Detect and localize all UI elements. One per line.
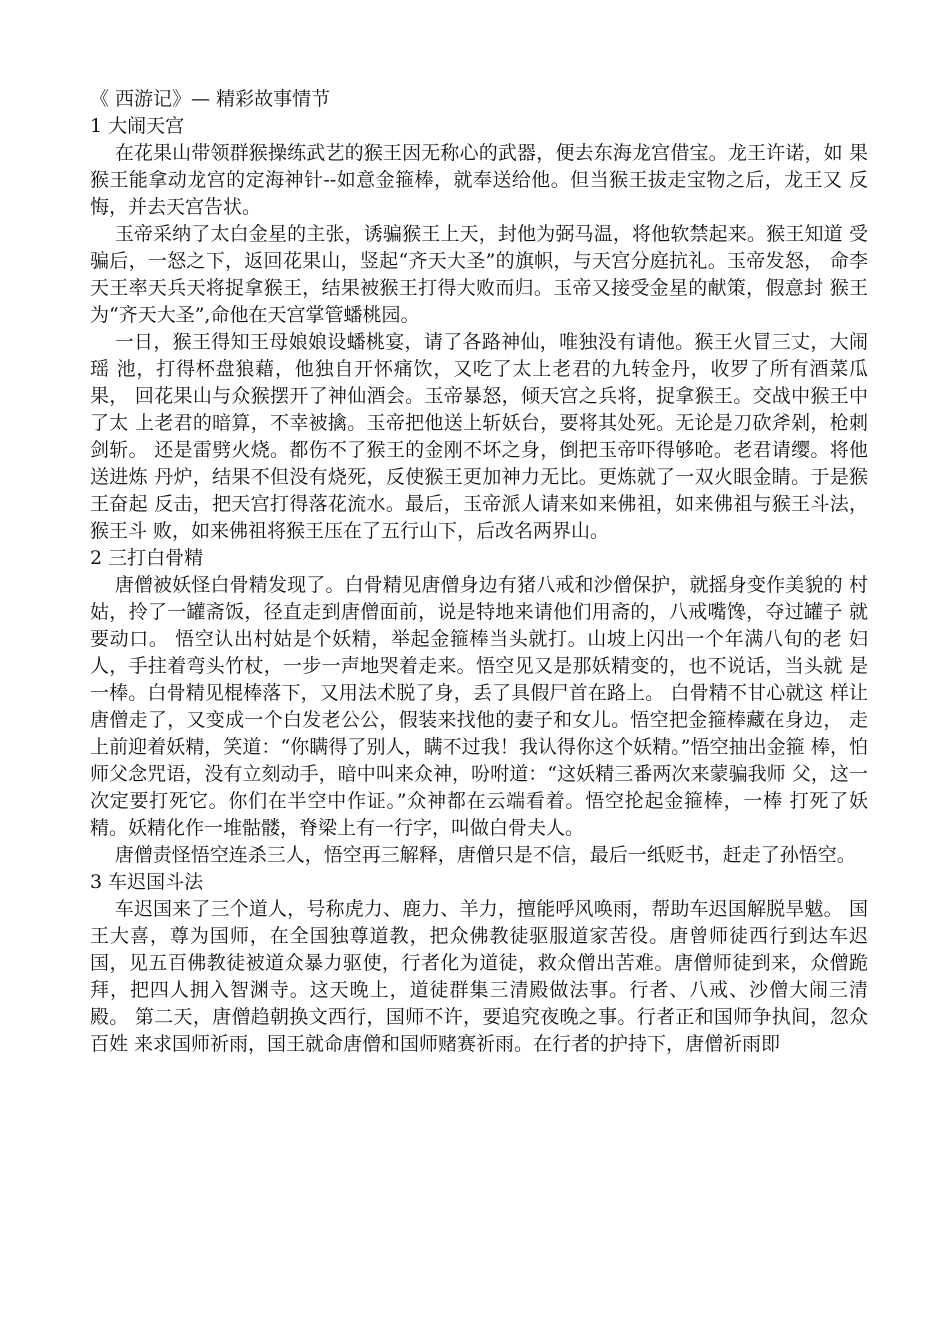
- paragraph: 唐僧被妖怪白骨精发现了。白骨精见唐僧身边有猪八戒和沙僧保护，就摇身变作美貌的 村姑，拎了一罐斋饭，径直走到唐僧面前，说是特地来请他们用斋的，八戒嘴馋，夺过罐子 就要动口。 悟空认出村姑是个妖精，举起金箍棒当头就打。山坡上闪出一个年满八旬的老 妇人，手拄着弯头竹杖，一步一声地哭着走来。悟空见又是那妖精变的，也不说话，当头就 是一棒。白骨精见棍棒落下，又用法术脱了身，丢了具假尸首在路上。 白骨精不甘心就这 样让唐僧走了，又变成一个白发老公公，假装来找他的妻子和女儿。悟空把金箍棒藏在身边， 走上前迎着妖精，笑道：“你瞒得了别人，瞒不过我！我认得你这个妖精。”悟空抽出金箍 棒，怕师父念咒语，没有立刻动手，暗中叫来众神，吩咐道：“这妖精三番两次来蒙骗我师 父，这一次定要打死它。你们在半空中作证。”众神都在云端看着。悟空抡起金箍棒，一棒 打死了妖精。妖精化作一堆骷髅，脊梁上有一行字，叫做白骨夫人。: [90, 574, 868, 839]
- section-heading: 1 大闹天宫: [90, 115, 185, 137]
- paragraph: 一日，猴王得知王母娘娘设蟠桃宴，请了各路神仙，唯独没有请他。猴王火冒三丈，大闹瑶 池，打得杯盘狼藉，他独自开怀痛饮，又吃了太上老君的九转金丹，收罗了所有酒菜瓜果， 回花果山与众猴摆开了神仙酒会。玉帝暴怒，倾天宫之兵将，捉拿猴王。交战中猴王中了太 上老君的暗算，不幸被擒。玉帝把他送上斩妖台，要将其处死。无论是刀砍斧剁，枪刺剑斩。 还是雷劈火烧。都伤不了猴王的金刚不坏之身，倒把玉帝吓得够呛。老君请缨。将他送进炼 丹炉，结果不但没有烧死，反使猴王更加神力无比。更炼就了一双火眼金睛。于是猴王奋起 反击，把天宫打得落花流水。最后，玉帝派人请来如来佛祖，如来佛祖与猴王斗法，猴王斗 败，如来佛祖将猴王压在了五行山下，后改名两界山。: [90, 331, 868, 542]
- paragraph: 在花果山带领群猴操练武艺的猴王因无称心的武器，便去东海龙宫借宝。龙王许诺，如 果猴王能拿动龙宫的定海神针--如意金箍棒，就奉送给他。但当猴王拔走宝物之后，龙王又 反悔，并去天宫告状。: [90, 142, 868, 218]
- paragraph: 唐僧责怪悟空连杀三人，悟空再三解释，唐僧只是不信，最后一纸贬书，赶走了孙悟空。: [114, 844, 856, 866]
- section-heading: 2 三打白骨精: [90, 547, 204, 569]
- section-3: [90, 869, 868, 1058]
- section-2: [90, 545, 868, 869]
- section-heading: 3 车迟国斗法: [90, 871, 204, 893]
- paragraph: 车迟国来了三个道人，号称虎力、鹿力、羊力，擅能呼风唤雨，帮助车迟国解脱旱魃。 国王大喜，尊为国师，在全国独尊道教，把众佛教徒驱服道家苦役。唐曾师徒西行到达车迟 国，见五百佛教徒被道众暴力驱使，行者化为道徒，救众僧出苦难。唐僧师徒到来，众僧跪 拜，把四人拥入智渊寺。这天晚上，道徒群集三清殿做法事。行者、八戒、沙僧大闹三清殿。 第二天，唐僧趋朝换文西行，国师不许，要追究夜晚之事。行者正和国师争执间，忽众百姓 来求国师祈雨，国王就命唐僧和国师赌赛祈雨。在行者的护持下，唐僧祈雨即: [90, 898, 868, 1055]
- document-title: 《 西游记》— 精彩故事情节: [90, 88, 331, 110]
- document-page: [90, 86, 868, 1058]
- section-1: [90, 113, 868, 545]
- paragraph: 玉帝采纳了太白金星的主张，诱骗猴王上天，封他为弼马温，将他软禁起来。猴王知道 受骗后，一怒之下，返回花果山，竖起“齐天大圣”的旗帜，与天宫分庭抗礼。玉帝发怒， 命李天王率天兵天将捉拿猴王，结果被猴王打得大败而归。玉帝又接受金星的献策，假意封 猴王为“齐天大圣”,命他在天宫掌管蟠桃园。: [90, 223, 868, 326]
